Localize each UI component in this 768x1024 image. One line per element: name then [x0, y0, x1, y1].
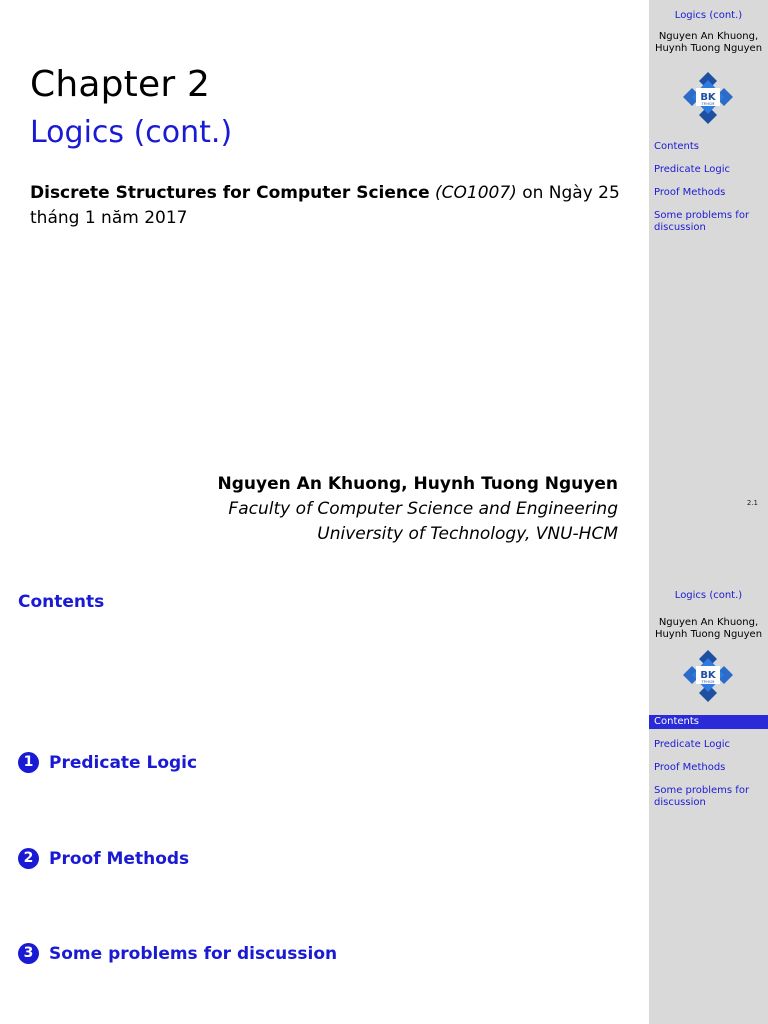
university-name: University of Technology, VNU-HCM [317, 524, 618, 544]
sidebar-item-proof-methods[interactable]: Proof Methods [654, 762, 726, 773]
sidebar [649, 0, 768, 512]
toc-label: Predicate Logic [49, 752, 198, 773]
sidebar-nav [649, 140, 768, 244]
toc-number-badge: 2 [18, 848, 39, 869]
sidebar-item-some-problems[interactable]: Some problems for discussion [654, 210, 750, 233]
toc-item-proof-methods[interactable] [18, 848, 189, 869]
author-names: Nguyen An Khuong, Huynh Tuong Nguyen [217, 474, 618, 494]
sidebar-item-contents[interactable]: Contents [654, 141, 699, 152]
logo-text: BK [700, 670, 716, 681]
toc-item-some-problems[interactable] [18, 943, 337, 964]
sidebar-authors [649, 617, 768, 641]
contents-heading: Contents [18, 592, 105, 612]
chapter-title: Chapter 2 [30, 64, 211, 105]
sidebar-item-predicate-logic[interactable]: Predicate Logic [654, 164, 731, 175]
toc-item-predicate-logic[interactable] [18, 752, 197, 773]
sidebar-item-contents[interactable]: Contents [649, 715, 768, 729]
toc-label: Proof Methods [49, 848, 190, 869]
toc-number-badge: 1 [18, 752, 39, 773]
course-info [30, 181, 630, 231]
university-logo-icon [683, 72, 733, 124]
sidebar-title[interactable]: Logics (cont.) [674, 10, 743, 21]
logo-subtext: TP.HCM [701, 680, 715, 684]
sidebar-authors-line2: Huynh Tuong Nguyen [654, 629, 763, 640]
faculty-name: Faculty of Computer Science and Engineering [228, 499, 618, 519]
course-date: on Ngày 25 tháng 1 năm 2017 [30, 183, 620, 228]
contents-slide [0, 512, 768, 1024]
sidebar-title[interactable]: Logics (cont.) [674, 590, 743, 601]
course-name: Discrete Structures for Computer Science [30, 183, 430, 203]
course-code: (CO1007) [435, 183, 517, 203]
logo-text: BK [700, 92, 716, 103]
sidebar-nav [649, 715, 768, 819]
sidebar-authors-line1: Nguyen An Khuong, [658, 617, 759, 628]
sidebar-item-proof-methods[interactable]: Proof Methods [654, 187, 726, 198]
sidebar-authors-line1: Nguyen An Khuong, [658, 31, 759, 42]
sidebar-item-some-problems[interactable]: Some problems for discussion [654, 785, 750, 808]
sidebar-item-predicate-logic[interactable]: Predicate Logic [654, 739, 731, 750]
slide-subtitle: Logics (cont.) [30, 115, 233, 150]
sidebar-authors-line2: Huynh Tuong Nguyen [654, 43, 763, 54]
toc-number-badge: 3 [18, 943, 39, 964]
logo-subtext: TP.HCM [701, 102, 715, 106]
sidebar [649, 512, 768, 1024]
page-number: 2.1 [746, 499, 758, 507]
university-logo-icon [683, 650, 733, 702]
toc-label: Some problems for discussion [49, 943, 338, 964]
sidebar-authors [649, 31, 768, 55]
